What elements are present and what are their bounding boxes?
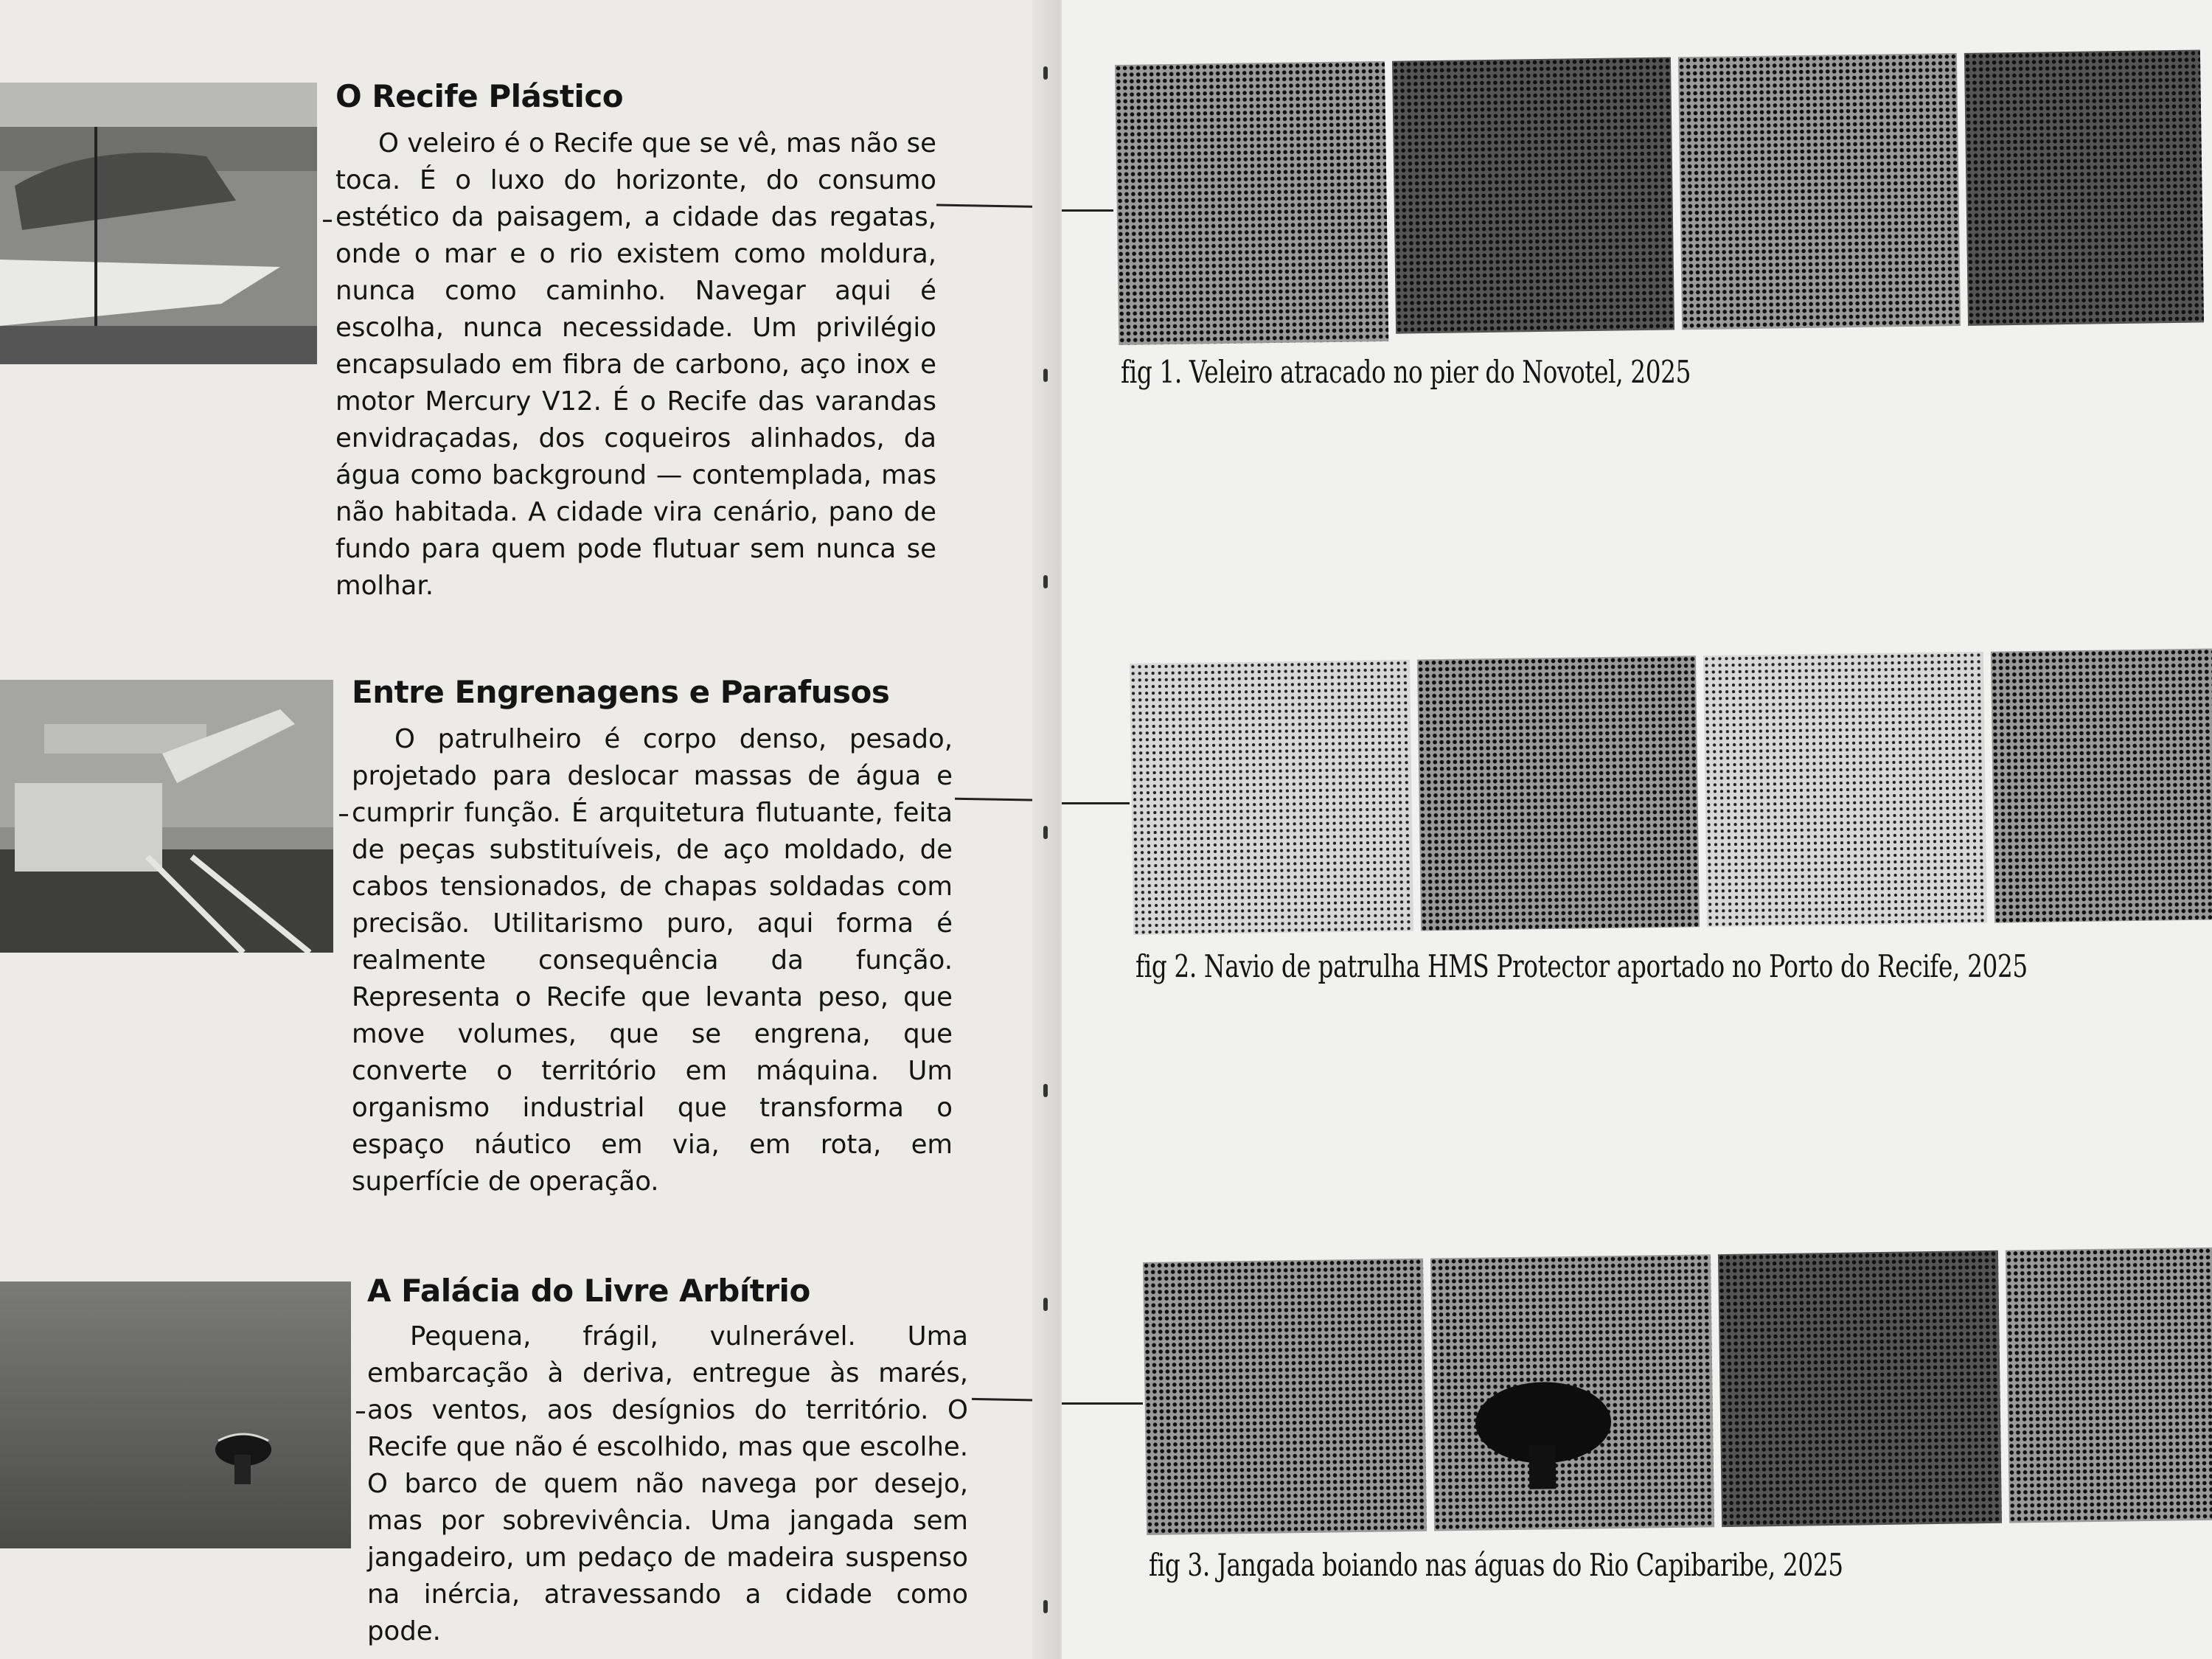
figure-2-panel	[1130, 660, 1413, 935]
figure-3-caption: fig 3. Jangada boiando nas águas do Rio Capibaribe, 2025	[1149, 1547, 1843, 1583]
spine-stitch	[1043, 1084, 1048, 1097]
spine-stitch	[1043, 369, 1048, 382]
figure-1-panel	[1392, 57, 1674, 333]
spine-stitch	[1043, 826, 1048, 839]
figure-1-panel	[1678, 53, 1961, 330]
spine-stitch	[1043, 1298, 1048, 1311]
section-3-title: A Falácia do Livre Arbítrio	[367, 1273, 810, 1309]
raft-photo	[0, 1281, 351, 1548]
spine-stitch	[1043, 66, 1048, 80]
section-3-connector-right	[1062, 1402, 1143, 1405]
figure-3-panel	[1143, 1259, 1427, 1535]
right-page	[1062, 0, 2212, 1659]
section-2-connector-right	[1062, 802, 1130, 804]
figure-2-panel	[1703, 652, 1987, 927]
figure-1-caption: fig 1. Veleiro atracado no pier do Novotel, 2025	[1121, 354, 1691, 390]
figure-3-panel	[1430, 1254, 1714, 1531]
section-1-tick	[323, 220, 332, 222]
figure-1-panel	[1964, 49, 2204, 325]
section-2-body-text: O patrulheiro é corpo denso, pesado, projetado para deslocar massas de água e cumprir função. É arquitetura flutuante, feita de peças substituíveis, de aço moldado, de cabos tensionados, de chapas soldadas com precisão. Utilitarismo puro, aqui forma é realmente consequência da função. Representa o Recife que levanta peso, que move volumes, que se engrena, que converte o território em máquina. Um organismo industrial que transforma o espaço náutico em via, em rota, em superfície de operação.	[352, 724, 953, 1197]
spine-stitch	[1043, 1600, 1048, 1613]
figure-2-panel	[1417, 655, 1700, 931]
patrol-ship-photo	[0, 680, 333, 953]
spine-stitch	[1043, 575, 1048, 588]
figure-3-strip	[1143, 1247, 2212, 1534]
section-1-body	[335, 125, 936, 605]
section-2-body	[352, 721, 953, 1200]
figure-2-strip	[1130, 649, 2212, 935]
figure-3-panel	[1718, 1251, 2002, 1527]
section-1-connector-right	[1062, 209, 1113, 212]
section-1-body-text: O veleiro é o Recife que se vê, mas não se toca. É o luxo do horizonte, do consumo estético da paisagem, a cidade das regatas, onde o mar e o rio existem como moldura, nunca como caminho. Navegar aqui é escolha, nunca necessidade. Um privilégio encapsulado em fibra de carbono, aço inox e motor Mercury V12. É o Recife das varandas envidraçadas, dos coqueiros alinhados, da água como background — contemplada, mas não habitada. A cidade vira cenário, pano de fundo para quem pode flutuar sem nunca se molhar.	[335, 128, 936, 601]
section-3-tick	[356, 1411, 365, 1413]
section-2-title: Entre Engrenagens e Parafusos	[352, 674, 890, 710]
figure-2-caption: fig 2. Navio de patrulha HMS Protector aportado no Porto do Recife, 2025	[1135, 948, 2028, 984]
section-3-body	[367, 1318, 968, 1650]
left-page	[0, 0, 1062, 1659]
section-1-title: O Recife Plástico	[335, 78, 624, 114]
figure-1-panel	[1115, 61, 1388, 345]
figure-2-panel	[1991, 649, 2212, 923]
section-3-body-text: Pequena, frágil, vulnerável. Uma embarcação à deriva, entregue às marés, aos ventos, aos desígnios do território. O Recife que não é escolhido, mas que escolhe. O barco de quem não navega por desejo, mas por sobrevivência. Uma jangada sem jangadeiro, um pedaço de madeira suspenso na inércia, atravessando a cidade como pode.	[367, 1321, 968, 1646]
section-2-tick	[339, 814, 348, 816]
figure-1-strip	[1115, 49, 2204, 345]
figure-3-panel	[2006, 1247, 2212, 1523]
sailboat-photo	[0, 83, 317, 364]
